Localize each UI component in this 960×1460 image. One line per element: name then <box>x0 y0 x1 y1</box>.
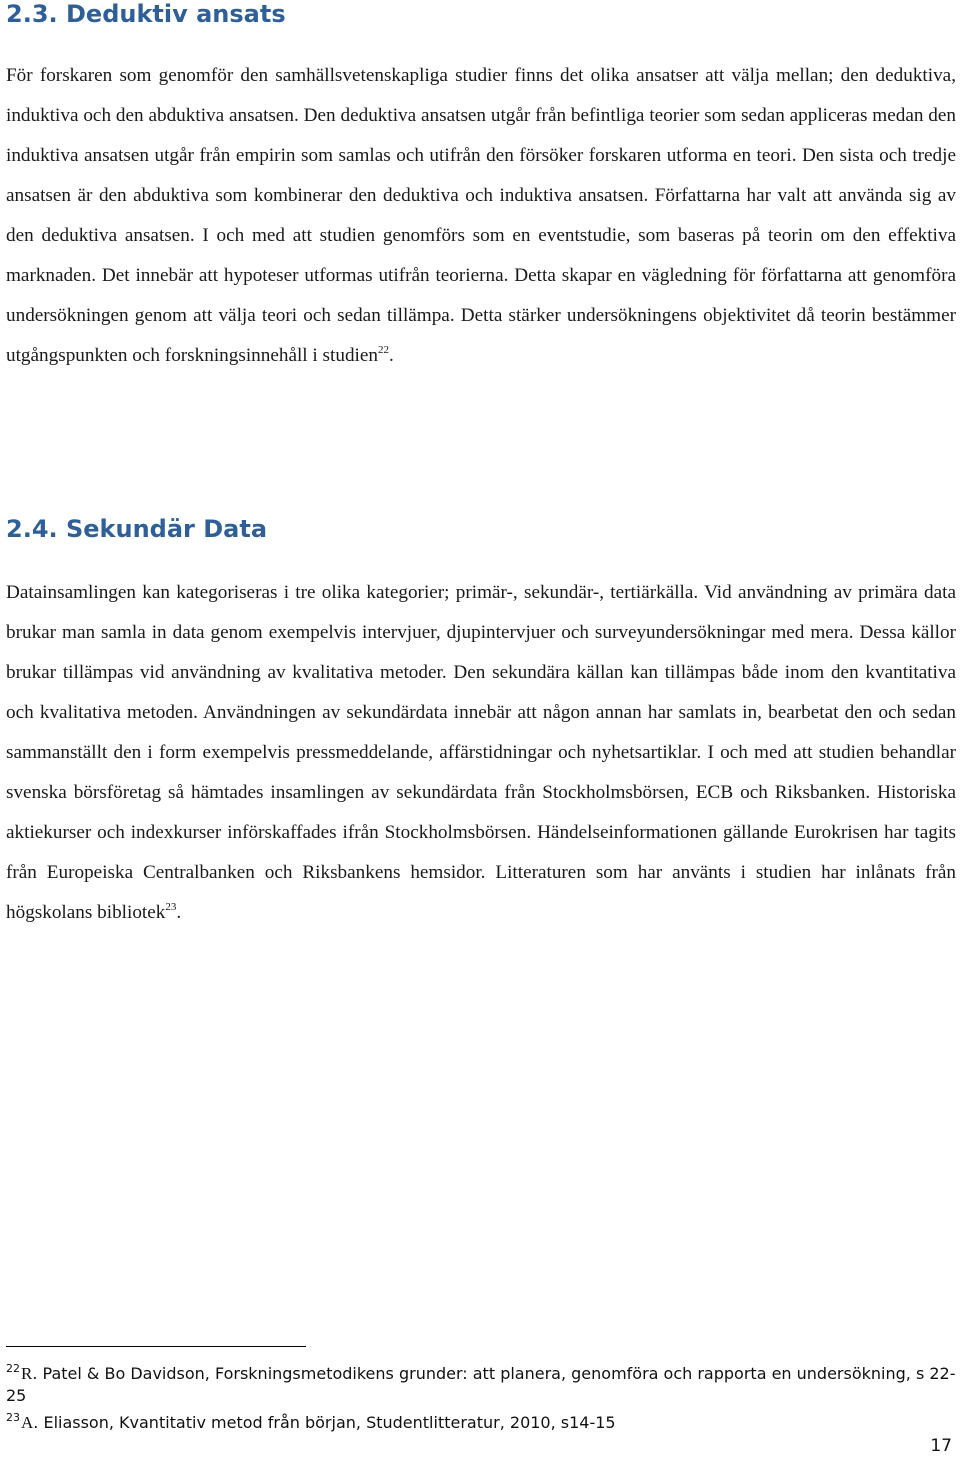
paragraph-text: För forskaren som genomför den samhällsvetenskapliga studier finns det olika ansatser att välja mellan; den deduktiva, induktiva och den abduktiva ansatsen. Den deduktiva ansatsen utgår från befintliga teorier som sedan appliceras medan den induktiva ansatsen utgår från empirin som samlas och utifrån den försöker forskaren utforma en teori. Den sista och tredje ansatsen är den abduktiva som kombinerar den deduktiva och induktiva ansatsen. Författarna har valt att använda sig av den deduktiva ansatsen. I och med att studien genomförs som en eventstudie, som baseras på teorin om den effektiva marknaden. Det innebär att hypoteser utformas utifrån teorierna. Detta skapar en vägledning för författarna att genomföra undersökningen genom att välja teori och sedan tillämpa. Detta stärker undersökningens objektivitet då teorin bestämmer utgångspunkten och forskningsinnehåll i studien <box>6 65 956 366</box>
footnote-reference[interactable]: 23 <box>165 901 177 913</box>
document-page <box>6 0 956 1460</box>
paragraph-text: Datainsamlingen kan kategoriseras i tre olika kategorier; primär-, sekundär-, tertiärkälla. Vid användning av primära data brukar man samla in data genom exempelvis intervjuer, djupintervjuer och surveyundersökningar med mera. Dessa källor brukar tillämpas vid användning av kvalitativa metoder. Den sekundära källan kan tillämpas både inom den kvantitativa och kvalitativa metoden. Användningen av sekundärdata innebär att någon annan har samlats in, bearbetat den och sedan sammanställt den i form exempelvis pressmeddelande, affärstidningar och nyhetsartiklar. I och med att studien behandlar svenska börsföretag så hämtades insamlingen av sekundärdata från Stockholmsbörsen, ECB och Riksbanken. Historiska aktiekurser och indexkurser införskaffades ifrån Stockholmsbörsen. Händelseinformationen gällande Eurokrisen har tagits från Europeiska Centralbanken och Riksbankens hemsidor. Litteraturen som har använts i studien har inlånats från högskolans bibliotek <box>6 582 956 923</box>
footnote-initial: A <box>21 1413 34 1432</box>
footnotes <box>6 1358 956 1434</box>
page-number: 17 <box>930 1436 952 1456</box>
footnote-number: 22 <box>6 1362 20 1375</box>
paragraph-end: . <box>176 902 182 923</box>
footnote-separator <box>6 1346 306 1347</box>
footnote-text: . Patel & Bo Davidson, Forskningsmetodikens grunder: att planera, genomföra och rapporta en undersökning, s 22- 25 <box>6 1364 956 1405</box>
footnote-initial: R <box>21 1364 33 1383</box>
section-heading-deduktiv-ansats: 2.3. Deduktiv ansats <box>6 0 286 28</box>
paragraph-deduktiv-ansats <box>6 56 956 376</box>
section-heading-sekundar-data: 2.4. Sekundär Data <box>6 515 268 543</box>
footnote-text: . Eliasson, Kvantitativ metod från början, Studentlitteratur, 2010, s14-15 <box>33 1413 616 1432</box>
paragraph-end: . <box>388 345 394 366</box>
footnote-22 <box>6 1358 956 1407</box>
footnote-number: 23 <box>6 1411 20 1424</box>
footnote-reference[interactable]: 22 <box>377 344 389 356</box>
paragraph-sekundar-data <box>6 573 956 933</box>
footnote-23 <box>6 1407 956 1434</box>
